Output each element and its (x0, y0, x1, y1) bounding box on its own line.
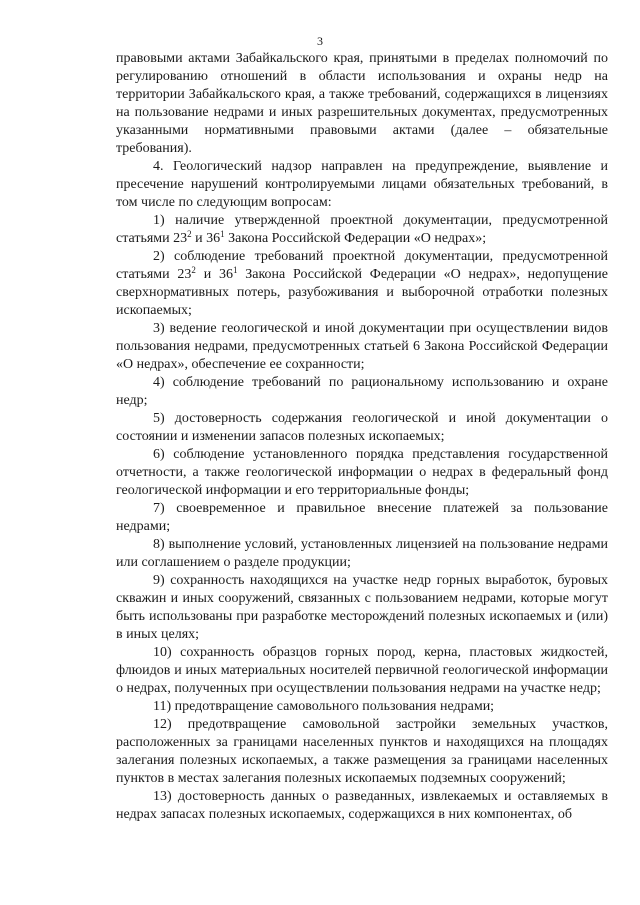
list-item-12: 12) предотвращение самовольной застройки земельных участков, расположенных за границами населенных пунктов и находящихся на площадях залегания полезных ископаемых, а также размещения за границами населенных пунктов в местах залегания полезных ископаемых подземных сооружений; (116, 717, 608, 786)
paragraph-clause-4: 4. Геологический надзор направлен на предупреждение, выявление и пресечение нарушений контролируемыми лицами обязательных требований, в том числе по следующим вопросам: (116, 159, 608, 210)
list-item-4: 4) соблюдение требований по рациональному использованию и охране недр; (116, 375, 608, 408)
list-item-1-text-c: Закона Российской Федерации «О недрах»; (224, 231, 487, 246)
list-item-5: 5) достоверность содержания геологической и иной документации о состоянии и изменении запасов полезных ископаемых; (116, 411, 608, 444)
list-item-2-text-c: Закона Российской Федерации «О недрах», недопущение сверхнормативных потерь, разубоживания и выборочной отработки полезных ископаемых; (116, 267, 608, 318)
list-item-2 (116, 248, 608, 320)
list-item-2-sup-a: 2 (191, 265, 196, 275)
list-item-2-text-a: 2) соблюдение требований проектной документации, предусмотренной статьями 23 (116, 249, 608, 282)
paragraph-continuation: правовыми актами Забайкальского края, принятыми в пределах полномочий по регулированию отношений в области использования и охраны недр на территории Забайкальского края, а также требований, содержащихся в лицензиях на пользование недрами и иных разрешительных документах, предусмотренных указанными нормативными правовыми актами (далее – обязательные требования). (116, 51, 608, 156)
list-item-1 (116, 212, 608, 248)
list-item-13: 13) достоверность данных о разведанных, извлекаемых и оставляемых в недрах запасах полезных ископаемых, содержащихся в них компонентах, об (116, 789, 608, 822)
list-item-9: 9) сохранность находящихся на участке недр горных выработок, буровых скважин и иных сооружений, связанных с пользованием недрами, которые могут быть использованы при разработке месторождений полезных ископаемых и (или) в иных целях; (116, 573, 608, 642)
list-item-8: 8) выполнение условий, установленных лицензией на пользование недрами или соглашением о разделе продукции; (116, 537, 608, 570)
list-item-1-text-a: 1) наличие утвержденной проектной документации, предусмотренной статьями 23 (116, 213, 608, 246)
list-item-1-sup-b: 1 (220, 229, 225, 239)
list-item-6: 6) соблюдение установленного порядка представления государственной отчетности, а также геологической информации о недрах в федеральный фонд геологической информации и его территориальные фонды; (116, 447, 608, 498)
list-item-7: 7) своевременное и правильное внесение платежей за пользование недрами; (116, 501, 608, 534)
list-item-10: 10) сохранность образцов горных пород, керна, пластовых жидкостей, флюидов и иных материальных носителей первичной геологической информации о недрах, полученных при осуществлении пользования недрами на участке недр; (116, 645, 608, 696)
document-body (116, 50, 608, 824)
list-item-2-sup-b: 1 (232, 265, 238, 275)
list-item-3: 3) ведение геологической и иной документации при осуществлении видов пользования недрами, предусмотренных статьей 6 Закона Российской Федерации «О недрах», обеспечение ее сохранности; (116, 321, 608, 372)
list-item-11: 11) предотвращение самовольного пользования недрами; (153, 699, 495, 714)
list-item-1-sup-a: 2 (187, 229, 192, 239)
list-item-2-text-b: и 36 (195, 267, 233, 282)
list-item-1-text-b: и 36 (191, 231, 221, 246)
page-number: 3 (317, 34, 323, 48)
